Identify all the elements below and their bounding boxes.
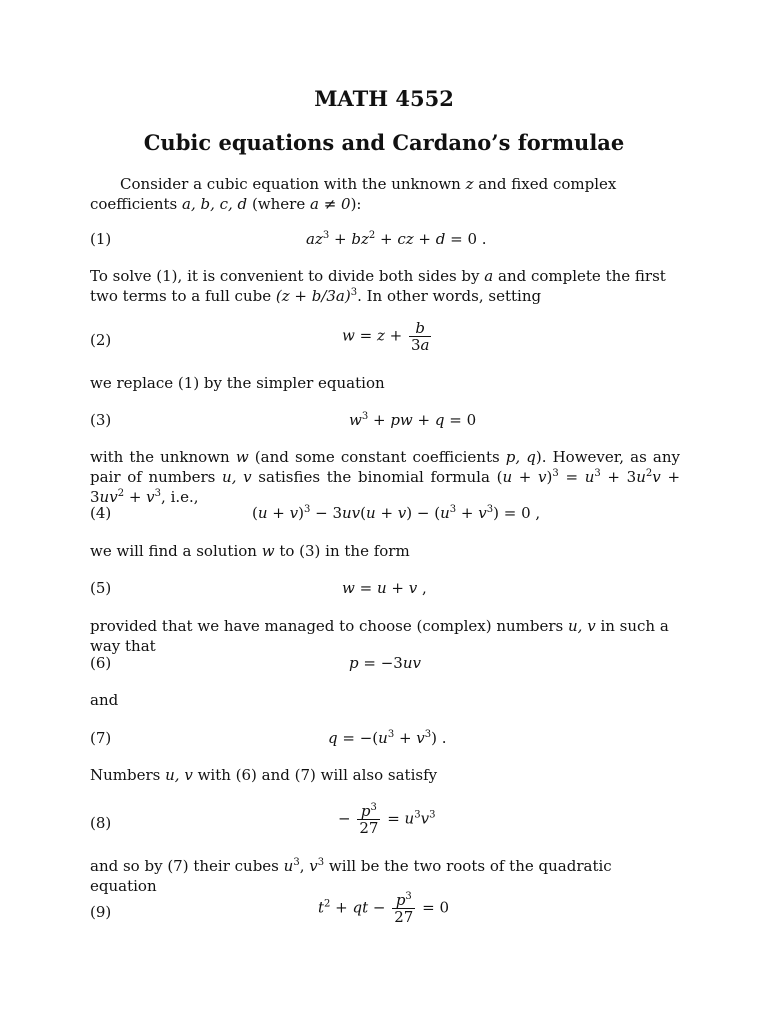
equation-8: − $\frac{p^3}{27}$ = $u^3v^3$ [338,802,436,837]
paragraph-4: with the unknown w (and some constant coefficients p, q). However, as any pair of numbers u, v satisfies the binomial formula $(u + v)^3 = u^3 + 3u^2v + 3uv^2 + v^3$, i.e., [90,448,681,506]
equation-3: $w^3$ + pw + q = 0 [349,411,477,429]
equation-number: (9) [90,903,112,921]
equation-number: (4) [90,504,112,522]
equation-2: w = z + $\frac{b}{3a}$ [342,319,430,354]
equation-4: $(u + v)^3 - 3uv(u + v) - (u^3 + v^3) = 0$ , [252,504,541,522]
document-title: Cubic equations and Cardano’s formulae [143,130,625,155]
paragraph-8: Numbers u, v with (6) and (7) will also satisfy [90,766,438,784]
equation-6: p = −3uv [349,654,421,672]
equation-number: (8) [90,814,112,832]
equation-7: $q = -(u^3 + v^3)$ . [328,729,447,747]
course-title: MATH 4552 [314,86,454,111]
equation-number: (6) [90,654,112,672]
paragraph-6: provided that we have managed to choose (complex) numbers u, v in such a way that [90,617,669,655]
equation-1: $az^3 + bz^2$ + cz + d = 0 . [306,230,487,248]
equation-5: w = u + v , [342,579,427,597]
paragraph-3: we replace (1) by the simpler equation [90,374,385,392]
equation-number: (2) [90,331,112,349]
equation-number: (1) [90,230,112,248]
paragraph-7: and [90,691,119,709]
paragraph-5: we will find a solution w to (3) in the form [90,542,410,560]
paragraph-2: To solve (1), it is convenient to divide both sides by a and complete the first two terms to a full cube $(z + b/3a)^3$. In other words, setting [90,267,666,305]
equation-number: (7) [90,729,112,747]
intro-paragraph: Consider a cubic equation with the unknown z and fixed complex coefficients a, b, c, d (where a ≠ 0): [90,175,617,213]
equation-number: (3) [90,411,112,429]
paragraph-9: and so by (7) their cubes $u^3$, $v^3$ will be the two roots of the quadratic equation [90,857,612,895]
equation-number: (5) [90,579,112,597]
equation-9: $t^2$ + qt − $\frac{p^3}{27}$ = 0 [318,891,450,926]
